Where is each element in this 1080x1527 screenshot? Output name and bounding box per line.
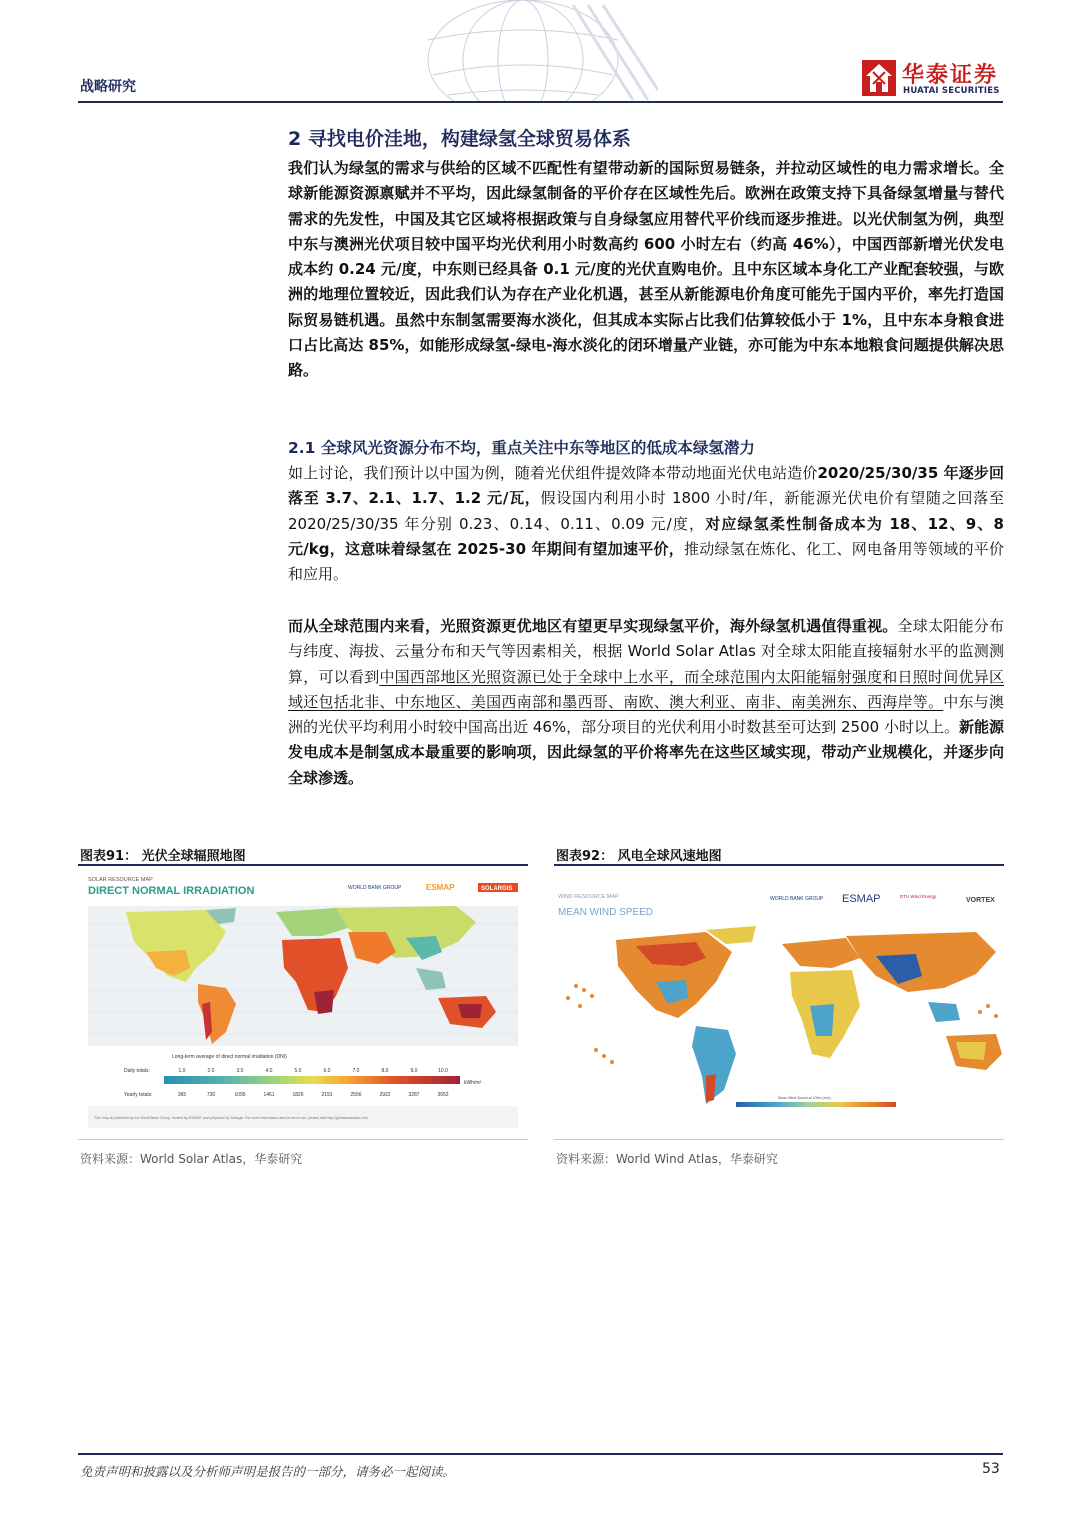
wind-speed-map <box>556 886 1002 1130</box>
figure-91-title: 图表91： 光伏全球辐照地图 <box>80 849 246 864</box>
solar-map-kicker: SOLAR RESOURCE MAP <box>88 877 153 883</box>
logo-text-en: HUATAI SECURITIES <box>903 86 1000 96</box>
dni-daily-tick-3: 4.0 <box>265 1068 273 1074</box>
paragraph-2-part-1: 如上讨论，我们预计以中国为例，随着光伏组件提效降本带动地面光伏电站造价 <box>288 464 818 482</box>
dni-daily-tick-5: 6.0 <box>323 1068 331 1074</box>
logo-esmap: ESMAP <box>426 883 455 892</box>
header-rule <box>78 101 1003 103</box>
paragraph-3-part-3: 中国西部地区光照资源已处于全球中上水平，而全球范围内太阳能辐射强度和日照时间优异区域还包括北非、中东地区、美国西南部和墨西哥、南欧、澳大利亚、南非、南美洲东、西海岸等。 <box>288 667 1004 711</box>
figure-91-source: 资料来源：World Solar Atlas，华泰研究 <box>80 1152 303 1166</box>
dni-yearly-tick-6: 2556 <box>350 1092 362 1098</box>
dni-yearly-tick-4: 1826 <box>292 1092 304 1098</box>
logo-esmap-wind: ESMAP <box>842 893 881 905</box>
logo-text-cn: 华泰证券 <box>902 63 999 88</box>
solar-map-footnote: This map is published by the World Bank Group, funded by ESMAP, and prepared by Solargis. For more information and terms of use, please visit http://globalsolaratlas.info <box>94 1116 368 1120</box>
wind-map-heading: MEAN WIND SPEED <box>558 907 654 918</box>
dni-yearly-tick-0: 365 <box>177 1092 187 1098</box>
paragraph-2-part-4: 对应绿氢柔性制备成本为 18、12、9、8 元/kg，这意味着绿氢在 2025-30 年期间有望加速平价， <box>288 514 1004 558</box>
dni-daily-tick-6: 7.0 <box>352 1068 360 1074</box>
paragraph-2-part-3: 假设国内利用小时 1800 小时/年，新能源光伏电价有望随之回落至 2020/25/30/35 年分别 0.23、0.14、0.11、0.09 元/度， <box>288 489 1004 533</box>
paragraph-3-part-1: 而从全球范围内来看，光照资源更优地区有望更早实现绿氢平价，海外绿氢机遇值得重视。 <box>288 617 898 635</box>
wind-legend-title: Mean Wind Speed at 100m (m/s) <box>778 1096 831 1100</box>
footer-rule <box>78 1453 1003 1455</box>
logo-world-bank-wind: WORLD BANK GROUP <box>770 896 824 902</box>
solar-legend-daily-label: Daily totals: <box>124 1068 150 1074</box>
logo-dtu: DTU Wind Energy <box>900 894 937 899</box>
dni-yearly-tick-9: 3652 <box>437 1092 449 1098</box>
paragraph-2 <box>288 461 1004 587</box>
dni-daily-tick-4: 5.0 <box>294 1068 302 1074</box>
huatai-logo <box>862 60 1002 98</box>
wind-map-kicker: WIND RESOURCE MAP <box>558 894 619 900</box>
dni-yearly-tick-3: 1461 <box>263 1092 275 1098</box>
dni-yearly-tick-7: 2922 <box>379 1092 391 1098</box>
paragraph-3 <box>288 614 1004 791</box>
solar-legend-unit: kWh/m² <box>464 1080 482 1086</box>
figure-92-title: 图表92： 风电全球风速地图 <box>556 849 722 864</box>
paragraph-3-part-4: 中东与澳洲的光伏平均利用小时较中国高出近 46%，部分项目的光伏利用小时数甚至可达到 2500 小时以上。 <box>288 692 1004 737</box>
subsection-title: 2.1 全球风光资源分布不均，重点关注中东等地区的低成本绿氢潜力 <box>288 439 755 457</box>
solar-legend-title: Long-term average of direct normal irradiation (DNI) <box>172 1054 287 1060</box>
solar-legend-yearly-label: Yearly totals: <box>124 1092 153 1098</box>
paragraph-2-part-5: 推动绿氢在炼化、化工、网电备用等领域的平价和应用。 <box>288 539 1004 584</box>
paragraph-3-part-5: 新能源发电成本是制氢成本最重要的影响项，因此绿氢的平价将率先在这些区域实现，带动产业规模化，并逐步向全球渗透。 <box>288 718 1004 787</box>
dni-yearly-tick-8: 3287 <box>408 1092 420 1098</box>
dni-daily-tick-1: 2.0 <box>207 1068 215 1074</box>
section-label: 战略研究 <box>80 79 136 95</box>
dni-yearly-tick-1: 730 <box>206 1092 216 1098</box>
page-number: 53 <box>982 1461 1000 1477</box>
dni-daily-tick-7: 8.0 <box>381 1068 389 1074</box>
dni-yearly-tick-2: 1095 <box>234 1092 246 1098</box>
solar-map-heading: DIRECT NORMAL IRRADIATION <box>88 885 255 897</box>
paragraph-1: 我们认为绿氢的需求与供给的区域不匹配性有望带动新的国际贸易链条，并拉动区域性的电力需求增长。全球新能源资源禀赋并不平均，因此绿氢制备的平价存在区域性先后。欧洲在政策支持下具备绿氢增量与替代需求的先发性，中国及其它区域将根据政策与自身绿氢应用替代平价线而逐步推进。以光伏制氢为例，典型中东与澳洲光伏项目较中国平均光伏利用小时数高约 600 小时左右（约高 46%），中国西部新增光伏发电成本约 0.24 元/度，中东则已经具备 0.1 元/度的光伏直购电价。且中东区域本身化工产业配套较强，与欧洲的地理位置较近，因此我们认为存在产业化机遇，甚至从新能源电价角度可能先于国内平价，率先打造国际贸易链机遇。虽然中东制氢需要海水淡化，但其成本实际占比我们估算较低小于 1%，且中东本身粮食进口占比高达 85%，如能形成绿氢-绿电-海水淡化的闭环增量产业链，亦可能为中东本地粮食问题提供解决思路。 <box>288 159 1004 380</box>
logo-vortex: VORTEX <box>966 897 995 904</box>
section-title: 2 寻找电价洼地，构建绿氢全球贸易体系 <box>288 128 631 150</box>
paragraph-3-part-2: 全球太阳能分布与纬度、海拔、云量分布和天气等因素相关，根据 World Solar Atlas 对全球太阳能直接辐射水平的监测测算，可以看到 <box>288 617 1004 686</box>
figure-92-source: 资料来源：World Wind Atlas，华泰研究 <box>556 1152 778 1166</box>
huatai-logo-icon <box>862 60 896 96</box>
solar-legend-yearly-values <box>178 1092 449 1098</box>
dni-yearly-tick-5: 2191 <box>321 1092 333 1098</box>
solar-legend-daily-values <box>179 1068 449 1074</box>
dni-daily-tick-9: 10.0 <box>438 1068 448 1074</box>
globe-graphic <box>388 0 658 102</box>
dni-daily-tick-0: 1.0 <box>178 1068 186 1074</box>
dni-daily-tick-8: 9.0 <box>410 1068 418 1074</box>
logo-world-bank: WORLD BANK GROUP <box>348 885 402 891</box>
paragraph-2-part-2: 2020/25/30/35 年逐步回落至 3.7、2.1、1.7、1.2 元/瓦， <box>288 464 1004 508</box>
dni-daily-tick-2: 3.0 <box>236 1068 244 1074</box>
footer-disclaimer: 免责声明和披露以及分析师声明是报告的一部分，请务必一起阅读。 <box>80 1464 456 1479</box>
solar-dni-map <box>86 872 520 1134</box>
logo-solargis: SOLARGIS <box>481 886 513 892</box>
